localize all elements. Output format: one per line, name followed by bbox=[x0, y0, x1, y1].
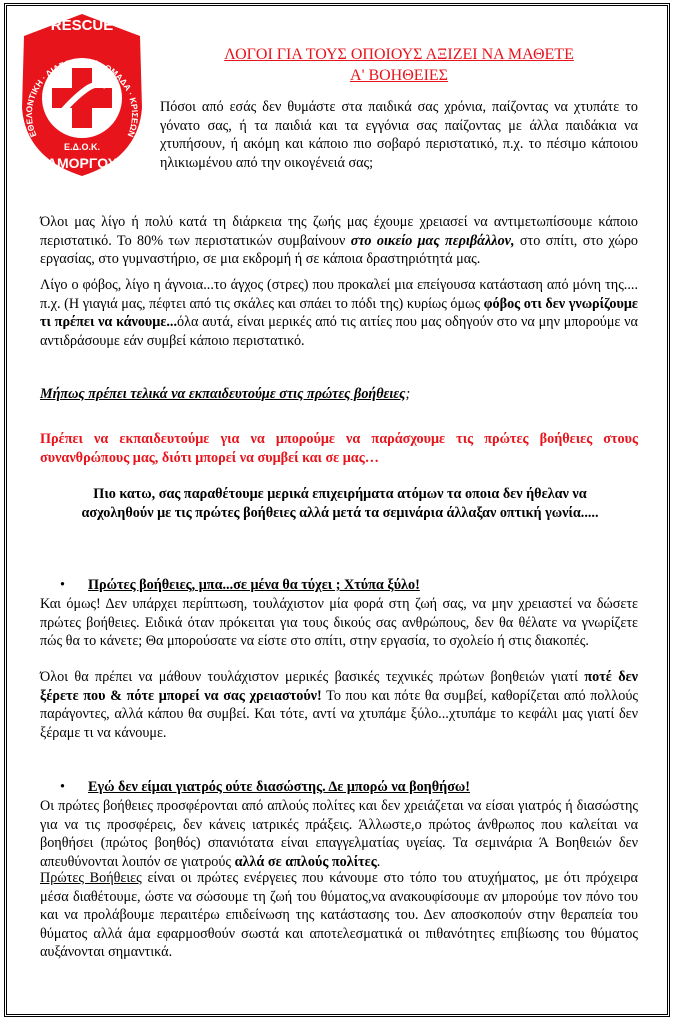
bullet-heading-1: • Πρώτες βοήθειες, μπα...σε μένα θα τύχει ; Χτύπα ξύλο! bbox=[60, 577, 420, 593]
logo-ring-text: ΕΘΕΛΟΝΤΙΚΗ · ΔΙΑΣΩΣΤΙΚΗ · ΟΜΑΔΑ · ΚΡΙΣΕΩΝ bbox=[23, 56, 141, 139]
answer-paragraph: Πρέπει να εκπαιδευτούμε για να μπορούμε να παράσχουμε τις πρώτες βοήθειες στους συνανθρώπους μας, διότι μπορεί να συμβεί και σε μας… bbox=[40, 431, 638, 466]
logo-top-text: RESCUE bbox=[50, 17, 114, 34]
logo-bottom-text: ΑΜΟΡΓΟΥ bbox=[46, 155, 118, 171]
question-line: Μήπως πρέπει τελικά να εκπαιδευτούμε στις πρώτες βοήθειες; bbox=[40, 386, 411, 402]
emphasis-environment: στο οικείο μας περιβάλλον, bbox=[350, 232, 515, 249]
bullet-icon: • bbox=[60, 577, 65, 593]
page-title bbox=[164, 44, 634, 86]
paragraph-fear: Λίγο ο φόβος, λίγο η άγνοια...το άγχος (στρες) που προκαλεί μια επείγουσα κατάσταση από μόνη της.... π.χ. (Η γιαγιά μας, πέφτει από τις σκάλες και σπάει το πόδι της) κυρίως όμως φόβος οτι δεν γνωρίζουμε τι πρέπει να κάνουμε...όλα αυτά, είναι μερικές από τις αιτίες που μας οδηγούν στο να μην μπορούμε να αντιδράσουμε εάν συμβεί κάποιο περιστατικό. bbox=[40, 277, 638, 349]
bullet-icon: • bbox=[60, 779, 65, 795]
logo-abbr: Ε.Δ.Ο.Κ. bbox=[64, 142, 100, 152]
bullet-1-paragraph-1: Και όμως! Δεν υπάρχει περίπτωση, τουλάχιστον μία φορά στη ζωή σας, να μην χρειαστεί να δώσετε πρώτες βοήθειες. Ειδικά όταν πρόκειται για τους δικούς σας ανθρώπους, δεν θα θέλατε να γνωρίζετε πώς θα το κάνετε; Θα μπορούσατε να είστε στο σπίτι, στην εργασία, το σχολείο ή στις διακοπές. bbox=[40, 596, 638, 649]
bullet-2-paragraph-1: Οι πρώτες βοήθειες προσφέρονται από απλούς πολίτες και δεν χρειάζεται να είσαι γιατρός ή διασώστης για να τις προσφέρεις, δεν κάνεις ιατρικές πράξεις. Άλλωστε,ο πρώτος άνθρωπος που καλείται να βοηθήσει (πρώτος βοηθός) σπανιότατα είναι επαγγελματίας υγείας. Τα σεμινάρια Ά Βοηθειών δεν απευθύνονται λοιπόν σε γιατρούς αλλά σε απλούς πολίτες. bbox=[40, 798, 638, 870]
rescue-logo bbox=[10, 8, 154, 180]
title-line-2: Α' ΒΟΗΘΕΙΕΣ bbox=[350, 67, 448, 84]
title-line-1: ΛΟΓΟΙ ΓΙΑ ΤΟΥΣ ΟΠΟΙΟΥΣ ΑΞΙΖΕΙ ΝΑ ΜΑΘΕΤΕ bbox=[224, 46, 574, 63]
emphasis-fear: φόβος οτι δεν γνωρίζουμε τι πρέπει να κάνουμε... bbox=[40, 295, 638, 330]
bullet-2-paragraph-2: Πρώτες Βοήθειες είναι οι πρώτες ενέργειες που κάνουμε στο τόπο του ατυχήματος, με ότι πρόχειρα μέσα διαθέτουμε, ώστε να σώσουμε τη ζωή του θύματος,να ανακουφίσουμε αν μπορούμε τον πόνο του και να προλάβουμε περαιτέρω επιδείνωση της κατάστασης του. Δεν αποσκοπούν στην θεραπεία του θύματος αλλά άμα εφαρμοσθούν σωστά και αποτελεσματικά οι πιθανότητες επιβίωσης του θύματος αυξάνονται σημαντικά. bbox=[40, 870, 638, 960]
bullet-heading-2: • Εγώ δεν είμαι γιατρός ούτε διασώστης. Δε μπορώ να βοηθήσω! bbox=[60, 779, 471, 795]
paragraph-incidents: Όλοι μας λίγο ή πολύ κατά τη διάρκεια της ζωής μας έχουμε χρειασεί να αντιμετωπίσουμε κάποιο περιστατικό. Το 80% των περιστατικών συμβαίνουν στο οικείο μας περιβάλλον, στο σπίτι, στο χώρο εργασίας, στο γυμναστήριο, σε μια εκδρομή ή σε κάποια δραστηριότητά μας. bbox=[40, 214, 638, 267]
lead-paragraph: Πιο κατω, σας παραθέτουμε μερικά επιχειρήματα ατόμων τα οποια δεν ήθελαν να ασχοληθούν με τις πρώτες βοήθειες αλλά μετά τα σεμινάρια άλλαξαν οπτική γωνία..... bbox=[81, 486, 599, 521]
bullet-1-paragraph-2: Όλοι θα πρέπει να μάθουν τουλάχιστον μερικές βασικές τεχνικές πρώτων βοηθειών γιατί ποτέ δεν ξέρετε που & πότε μπορεί να σας χρειαστούν! Το που και πότε θα συμβεί, καθορίζεται από πολλούς παράγοντες, αλλά κάπου θα συμβεί. Και τότε, αντί να χτυπάμε ξύλο...χτυπάμε το κεφάλι μας γιατί δεν ξέραμε τι να κάνουμε. bbox=[40, 669, 639, 741]
intro-paragraph: Πόσοι από εσάς δεν θυμάστε στα παιδικά σας χρόνια, παίζοντας να χτυπάτε το γόνατο σας, ή τα παιδιά και τα εγγόνια σας παίζοντας με άλλα παιδάκια να χτυπήσουν, ή ακόμη και κάποιο πιο σοβαρό περιστατικό, π.χ. το πέσιμο κάποιου ηλικιωμένου από την οικογένειά σας; bbox=[160, 99, 638, 171]
